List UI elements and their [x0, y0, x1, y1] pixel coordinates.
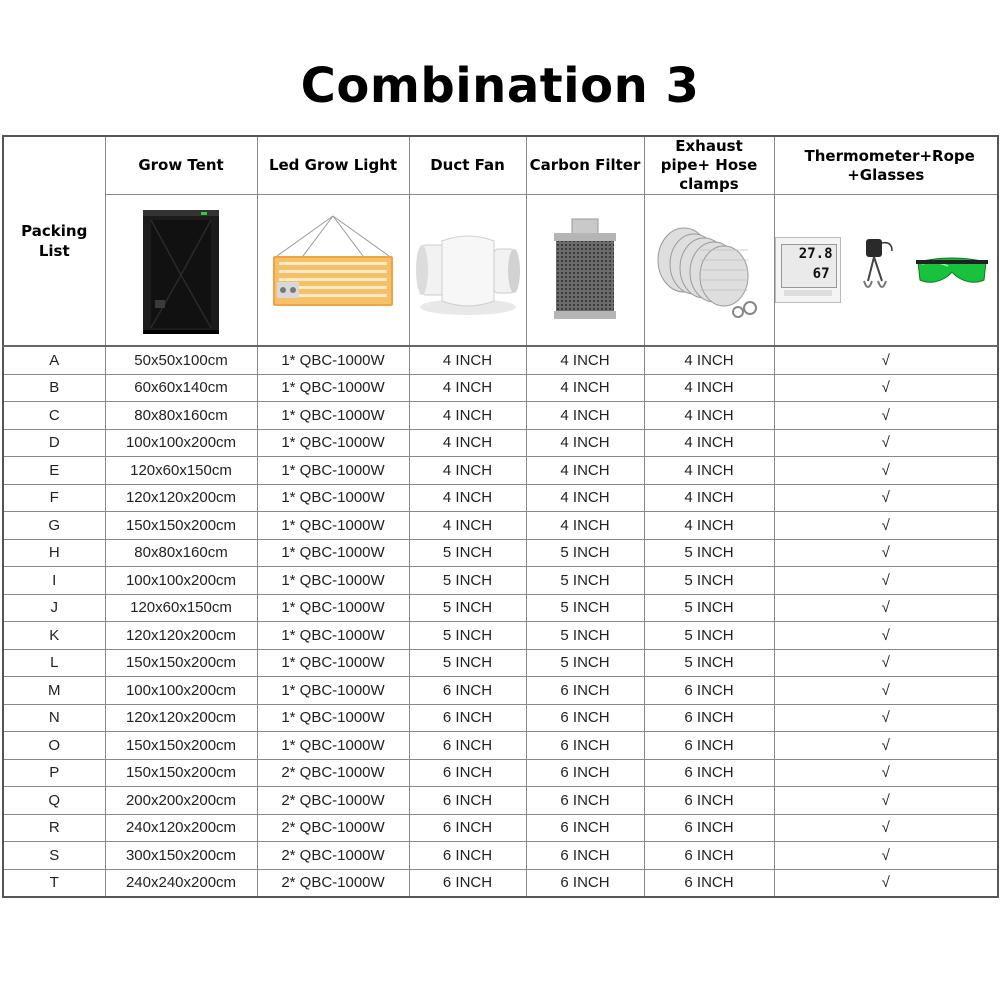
- grow-tent-size: 120x60x150cm: [105, 457, 257, 485]
- table-row: [3, 787, 998, 815]
- glasses-image: [914, 250, 990, 290]
- row-label: K: [3, 622, 105, 650]
- exhaust-pipe-size: 6 INCH: [644, 814, 774, 842]
- grow-tent-size: 300x150x200cm: [105, 842, 257, 870]
- led-light-spec: 1* QBC-1000W: [257, 346, 409, 374]
- packing-list-header: Packing List: [3, 136, 105, 346]
- thermometer-temp-readout: 27.8: [798, 246, 833, 262]
- page-title: Combination 3: [300, 58, 700, 114]
- carbon-filter-size: 4 INCH: [526, 429, 644, 457]
- duct-fan-size: 5 INCH: [409, 539, 526, 567]
- row-label: S: [3, 842, 105, 870]
- accessories-included-check: √: [774, 814, 998, 842]
- led-light-spec: 2* QBC-1000W: [257, 814, 409, 842]
- accessories-included-check: √: [774, 869, 998, 897]
- grow-tent-size: 120x120x200cm: [105, 622, 257, 650]
- accessories-included-check: √: [774, 457, 998, 485]
- exhaust-pipe-size: 4 INCH: [644, 457, 774, 485]
- carbon-filter-size: 6 INCH: [526, 677, 644, 705]
- accessories-included-check: √: [774, 402, 998, 430]
- table-row: [3, 814, 998, 842]
- carbon-filter-size: 6 INCH: [526, 842, 644, 870]
- thermometer-humidity-readout: 67: [812, 266, 830, 282]
- duct-fan-size: 5 INCH: [409, 622, 526, 650]
- carbon-filter-size: 5 INCH: [526, 567, 644, 595]
- grow-tent-size: 100x100x200cm: [105, 567, 257, 595]
- exhaust-pipe-size: 6 INCH: [644, 677, 774, 705]
- accessories-image-cell: [774, 195, 998, 347]
- product-image-row: [3, 195, 998, 347]
- duct-fan-image-cell: [409, 195, 526, 347]
- duct-fan-size: 6 INCH: [409, 869, 526, 897]
- accessories-included-check: √: [774, 622, 998, 650]
- table-row: [3, 704, 998, 732]
- exhaust-pipe-size: 4 INCH: [644, 484, 774, 512]
- table-row: [3, 374, 998, 402]
- accessories-included-check: √: [774, 649, 998, 677]
- header-row: [3, 136, 998, 195]
- column-header-carbon-filter: Carbon Filter: [526, 136, 644, 195]
- table-row: [3, 594, 998, 622]
- carbon-filter-size: 6 INCH: [526, 732, 644, 760]
- carbon-filter-size: 6 INCH: [526, 759, 644, 787]
- accessories-included-check: √: [774, 787, 998, 815]
- led-light-spec: 1* QBC-1000W: [257, 512, 409, 540]
- accessories-included-check: √: [774, 594, 998, 622]
- row-label: T: [3, 869, 105, 897]
- row-label: L: [3, 649, 105, 677]
- grow-tent-size: 150x150x200cm: [105, 649, 257, 677]
- duct-fan-size: 4 INCH: [409, 374, 526, 402]
- grow-tent-size: 100x100x200cm: [105, 677, 257, 705]
- packing-list-table: [2, 135, 999, 898]
- duct-fan-size: 4 INCH: [409, 512, 526, 540]
- accessories-included-check: √: [774, 732, 998, 760]
- exhaust-pipe-size: 4 INCH: [644, 512, 774, 540]
- carbon-filter-size: 6 INCH: [526, 787, 644, 815]
- exhaust-pipe-image: [654, 220, 764, 320]
- carbon-filter-size: 5 INCH: [526, 649, 644, 677]
- accessories-included-check: √: [774, 704, 998, 732]
- led-light-spec: 1* QBC-1000W: [257, 374, 409, 402]
- led-light-spec: 1* QBC-1000W: [257, 402, 409, 430]
- grow-tent-image-cell: [105, 195, 257, 347]
- accessories-included-check: √: [774, 346, 998, 374]
- grow-tent-size: 60x60x140cm: [105, 374, 257, 402]
- led-light-spec: 2* QBC-1000W: [257, 787, 409, 815]
- grow-tent-size: 50x50x100cm: [105, 346, 257, 374]
- exhaust-pipe-size: 6 INCH: [644, 869, 774, 897]
- led-light-spec: 2* QBC-1000W: [257, 842, 409, 870]
- carbon-filter-size: 4 INCH: [526, 512, 644, 540]
- led-light-spec: 1* QBC-1000W: [257, 649, 409, 677]
- thermometer-image: [775, 237, 841, 303]
- grow-tent-size: 150x150x200cm: [105, 732, 257, 760]
- duct-fan-size: 4 INCH: [409, 457, 526, 485]
- rope-hanger-image: [854, 237, 894, 303]
- grow-tent-size: 150x150x200cm: [105, 759, 257, 787]
- led-light-spec: 1* QBC-1000W: [257, 677, 409, 705]
- duct-fan-size: 6 INCH: [409, 842, 526, 870]
- column-header-duct-fan: Duct Fan: [409, 136, 526, 195]
- table-row: [3, 869, 998, 897]
- table-row: [3, 429, 998, 457]
- grow-tent-size: 150x150x200cm: [105, 512, 257, 540]
- exhaust-pipe-size: 4 INCH: [644, 429, 774, 457]
- duct-fan-size: 5 INCH: [409, 594, 526, 622]
- duct-fan-size: 6 INCH: [409, 787, 526, 815]
- table-row: [3, 539, 998, 567]
- table-row: [3, 759, 998, 787]
- table-row: [3, 622, 998, 650]
- carbon-filter-size: 4 INCH: [526, 374, 644, 402]
- carbon-filter-size: 6 INCH: [526, 869, 644, 897]
- column-header-led-grow-light: Led Grow Light: [257, 136, 409, 195]
- row-label: E: [3, 457, 105, 485]
- led-light-spec: 1* QBC-1000W: [257, 622, 409, 650]
- exhaust-pipe-size: 4 INCH: [644, 402, 774, 430]
- duct-fan-image: [412, 215, 524, 325]
- duct-fan-size: 5 INCH: [409, 567, 526, 595]
- led-light-spec: 1* QBC-1000W: [257, 484, 409, 512]
- led-light-spec: 1* QBC-1000W: [257, 567, 409, 595]
- carbon-filter-image: [540, 215, 630, 325]
- exhaust-pipe-size: 4 INCH: [644, 346, 774, 374]
- grow-tent-size: 200x200x200cm: [105, 787, 257, 815]
- led-light-spec: 2* QBC-1000W: [257, 759, 409, 787]
- led-light-spec: 1* QBC-1000W: [257, 429, 409, 457]
- carbon-filter-size: 4 INCH: [526, 346, 644, 374]
- table-row: [3, 842, 998, 870]
- row-label: N: [3, 704, 105, 732]
- led-light-spec: 1* QBC-1000W: [257, 704, 409, 732]
- table-row: [3, 732, 998, 760]
- row-label: D: [3, 429, 105, 457]
- accessories-included-check: √: [774, 677, 998, 705]
- row-label: P: [3, 759, 105, 787]
- table-row: [3, 457, 998, 485]
- row-label: M: [3, 677, 105, 705]
- table-row: [3, 649, 998, 677]
- table-row: [3, 402, 998, 430]
- grow-tent-size: 120x120x200cm: [105, 484, 257, 512]
- table-row: [3, 346, 998, 374]
- duct-fan-size: 4 INCH: [409, 429, 526, 457]
- grow-tent-size: 120x120x200cm: [105, 704, 257, 732]
- exhaust-pipe-size: 5 INCH: [644, 649, 774, 677]
- carbon-filter-size: 4 INCH: [526, 484, 644, 512]
- column-header-grow-tent: Grow Tent: [105, 136, 257, 195]
- led-grow-light-image: [263, 210, 403, 330]
- row-label: A: [3, 346, 105, 374]
- accessories-included-check: √: [774, 374, 998, 402]
- grow-tent-size: 80x80x160cm: [105, 402, 257, 430]
- accessories-included-check: √: [774, 429, 998, 457]
- exhaust-pipe-size: 5 INCH: [644, 567, 774, 595]
- row-label: J: [3, 594, 105, 622]
- duct-fan-size: 6 INCH: [409, 759, 526, 787]
- duct-fan-size: 6 INCH: [409, 732, 526, 760]
- duct-fan-size: 6 INCH: [409, 677, 526, 705]
- carbon-filter-size: 4 INCH: [526, 457, 644, 485]
- carbon-filter-size: 4 INCH: [526, 402, 644, 430]
- column-header-exhaust-pipe: Exhaust pipe+ Hose clamps: [644, 136, 774, 195]
- exhaust-pipe-size: 6 INCH: [644, 759, 774, 787]
- led-light-spec: 1* QBC-1000W: [257, 457, 409, 485]
- accessories-included-check: √: [774, 759, 998, 787]
- grow-tent-image: [121, 200, 241, 340]
- carbon-filter-image-cell: [526, 195, 644, 347]
- grow-tent-size: 100x100x200cm: [105, 429, 257, 457]
- accessories-included-check: √: [774, 539, 998, 567]
- carbon-filter-size: 6 INCH: [526, 704, 644, 732]
- duct-fan-size: 5 INCH: [409, 649, 526, 677]
- carbon-filter-size: 5 INCH: [526, 622, 644, 650]
- exhaust-pipe-size: 6 INCH: [644, 842, 774, 870]
- grow-tent-size: 80x80x160cm: [105, 539, 257, 567]
- row-label: G: [3, 512, 105, 540]
- duct-fan-size: 6 INCH: [409, 814, 526, 842]
- row-label: C: [3, 402, 105, 430]
- table-row: [3, 512, 998, 540]
- carbon-filter-size: 6 INCH: [526, 814, 644, 842]
- duct-fan-size: 6 INCH: [409, 704, 526, 732]
- grow-tent-size: 120x60x150cm: [105, 594, 257, 622]
- exhaust-pipe-size: 5 INCH: [644, 622, 774, 650]
- exhaust-pipe-size: 6 INCH: [644, 704, 774, 732]
- accessories-included-check: √: [774, 484, 998, 512]
- table-row: [3, 567, 998, 595]
- duct-fan-size: 4 INCH: [409, 402, 526, 430]
- led-light-spec: 1* QBC-1000W: [257, 594, 409, 622]
- table-row: [3, 484, 998, 512]
- exhaust-pipe-size: 4 INCH: [644, 374, 774, 402]
- exhaust-pipe-size: 6 INCH: [644, 787, 774, 815]
- accessories-included-check: √: [774, 567, 998, 595]
- exhaust-pipe-size: 6 INCH: [644, 732, 774, 760]
- row-label: R: [3, 814, 105, 842]
- led-grow-light-image-cell: [257, 195, 409, 347]
- grow-tent-size: 240x240x200cm: [105, 869, 257, 897]
- row-label: H: [3, 539, 105, 567]
- row-label: B: [3, 374, 105, 402]
- duct-fan-size: 4 INCH: [409, 484, 526, 512]
- accessories-included-check: √: [774, 842, 998, 870]
- led-light-spec: 2* QBC-1000W: [257, 869, 409, 897]
- duct-fan-size: 4 INCH: [409, 346, 526, 374]
- exhaust-pipe-size: 5 INCH: [644, 539, 774, 567]
- row-label: I: [3, 567, 105, 595]
- row-label: Q: [3, 787, 105, 815]
- exhaust-pipe-image-cell: [644, 195, 774, 347]
- led-light-spec: 1* QBC-1000W: [257, 732, 409, 760]
- carbon-filter-size: 5 INCH: [526, 539, 644, 567]
- column-header-accessories: Thermometer+Rope +Glasses: [774, 136, 998, 195]
- table-row: [3, 677, 998, 705]
- grow-tent-size: 240x120x200cm: [105, 814, 257, 842]
- accessories-included-check: √: [774, 512, 998, 540]
- exhaust-pipe-size: 5 INCH: [644, 594, 774, 622]
- led-light-spec: 1* QBC-1000W: [257, 539, 409, 567]
- row-label: O: [3, 732, 105, 760]
- carbon-filter-size: 5 INCH: [526, 594, 644, 622]
- row-label: F: [3, 484, 105, 512]
